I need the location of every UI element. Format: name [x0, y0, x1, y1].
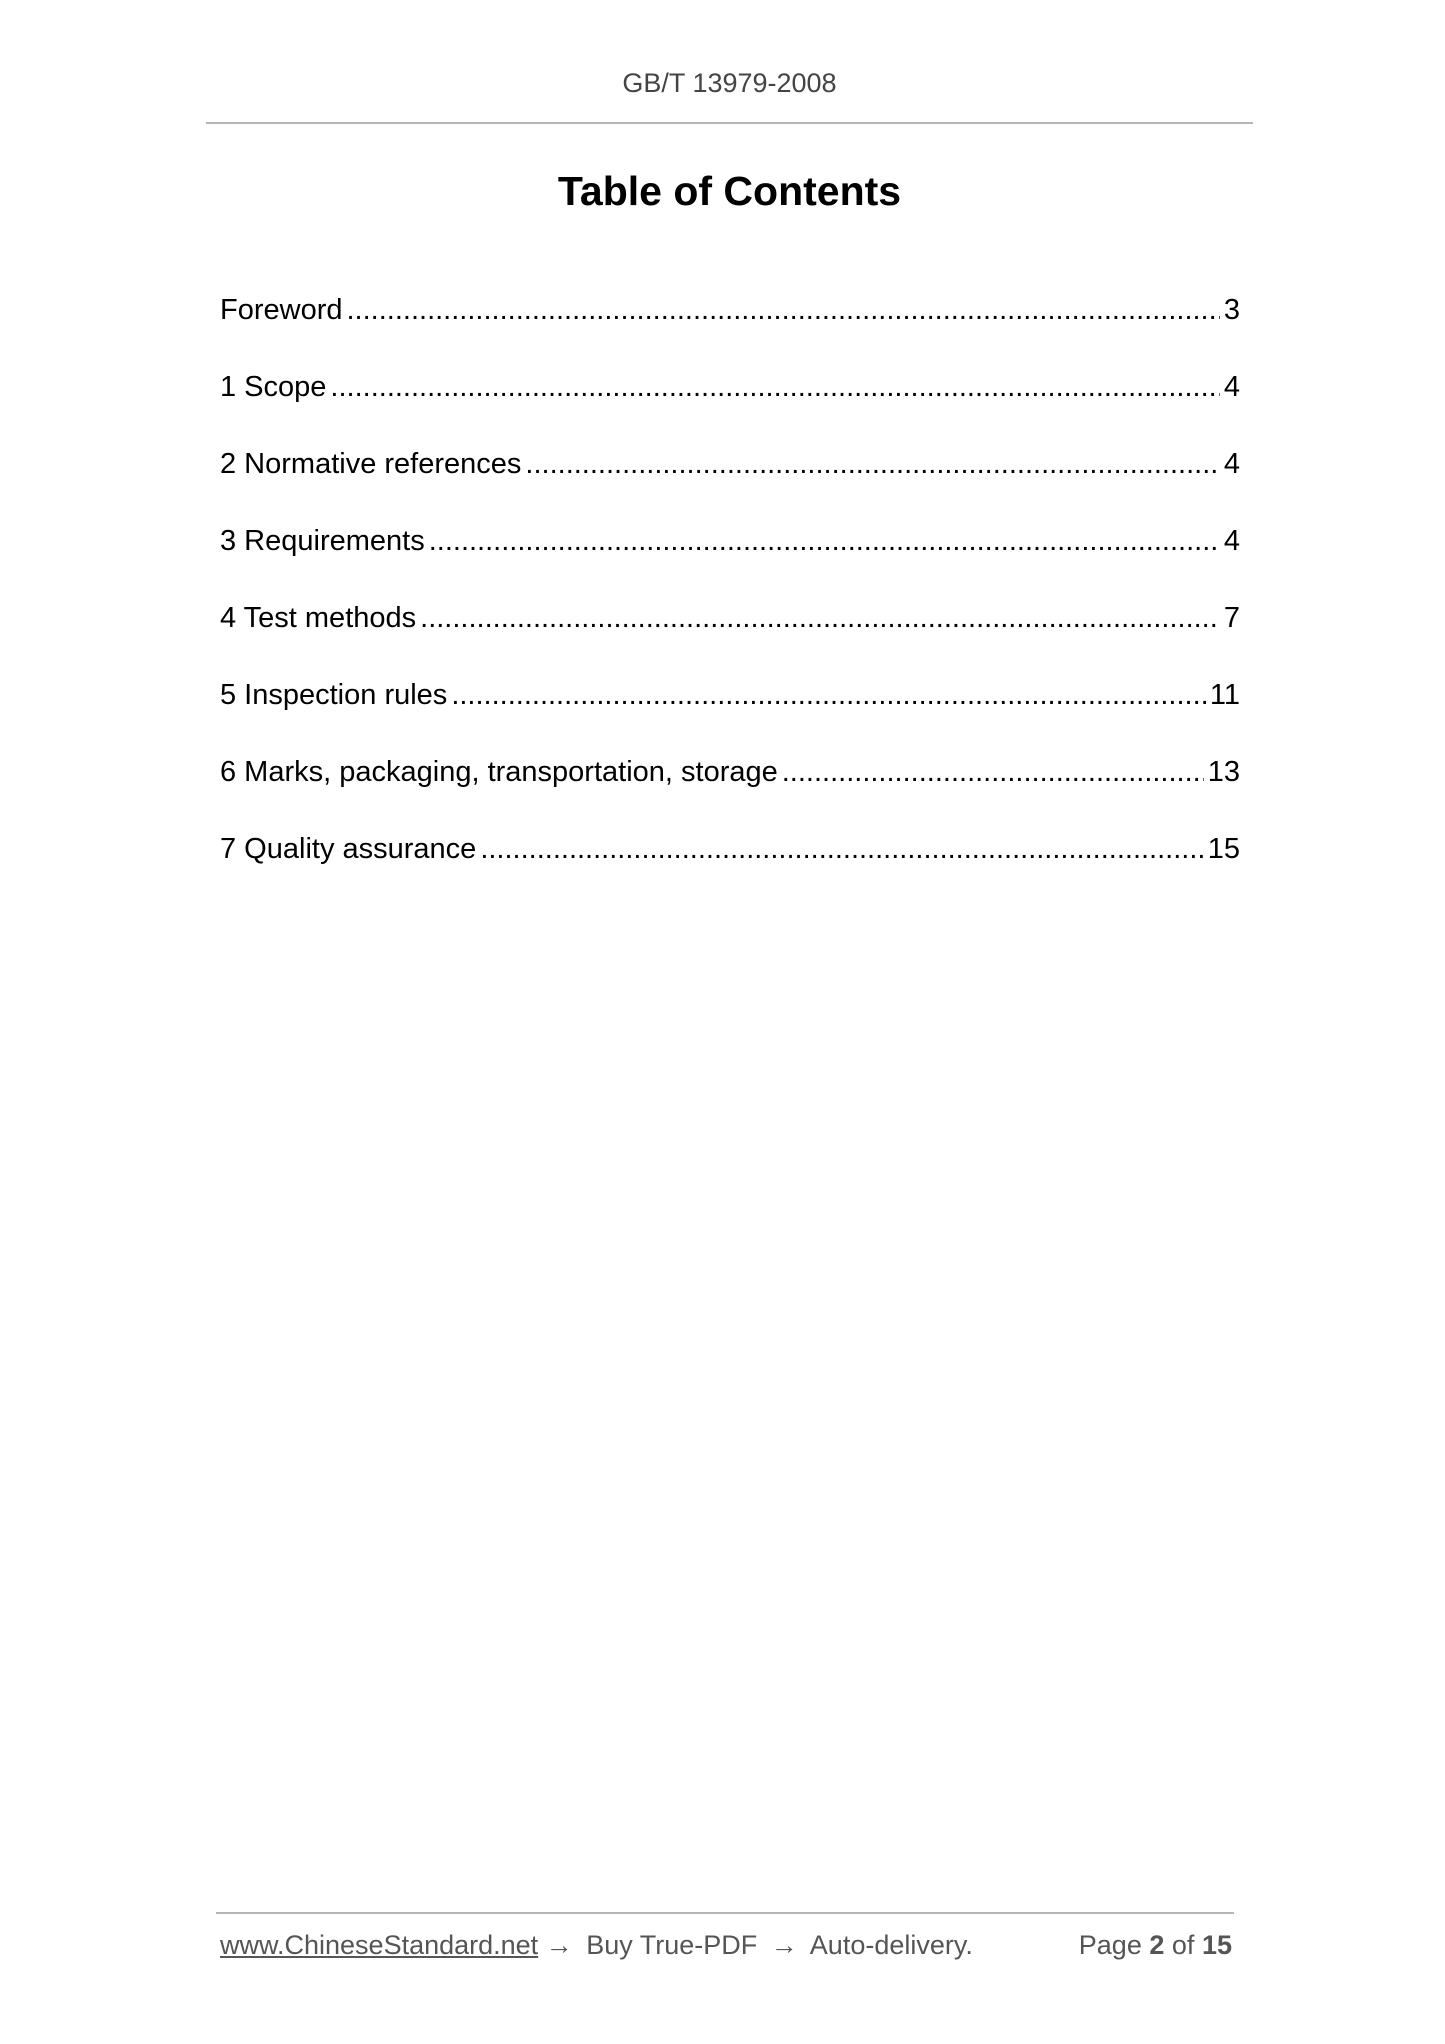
toc-entry-label: 7 Quality assurance: [220, 833, 477, 865]
toc-entry-test-methods[interactable]: [220, 596, 1240, 673]
page-header-doc-code: GB/T 13979-2008: [622, 68, 837, 98]
toc-entry-label: 2 Normative references: [220, 448, 522, 480]
toc-entry-label: 1 Scope: [220, 371, 327, 403]
toc-entry-page: 4: [1223, 448, 1240, 480]
footer-divider: [216, 1912, 1234, 1914]
page-word: Page: [1078, 1930, 1142, 1960]
toc-list: [220, 288, 1240, 904]
toc-entry-page: 13: [1207, 756, 1240, 788]
toc-entry-foreword[interactable]: [220, 288, 1240, 365]
arrow-icon: →: [545, 1930, 573, 1960]
page-total: 15: [1201, 1930, 1232, 1960]
toc-entry-page: 11: [1209, 679, 1240, 711]
page-current: 2: [1149, 1930, 1165, 1960]
site-link[interactable]: www.ChineseStandard.net: [220, 1930, 539, 1960]
toc-entry-scope[interactable]: [220, 365, 1240, 442]
toc-entry-label: 4 Test methods: [220, 602, 417, 634]
header-divider: [206, 122, 1253, 124]
arrow-icon: →: [770, 1930, 798, 1960]
toc-entry-inspection-rules[interactable]: [220, 673, 1240, 750]
toc-dot-leader: [330, 365, 1219, 409]
toc-entry-page: 15: [1207, 833, 1240, 865]
toc-dot-leader: [451, 673, 1206, 717]
footer-promo: [220, 1930, 979, 1961]
toc-entry-page: 7: [1223, 602, 1240, 634]
toc-entry-page: 4: [1223, 525, 1240, 557]
toc-dot-leader: [480, 827, 1203, 871]
toc-entry-label: 5 Inspection rules: [220, 679, 448, 711]
buy-text: Buy True-PDF: [586, 1930, 758, 1960]
toc-entry-page: 3: [1223, 294, 1240, 326]
of-word: of: [1171, 1930, 1195, 1960]
toc-entry-quality-assurance[interactable]: [220, 827, 1240, 904]
toc-dot-leader: [782, 750, 1204, 794]
toc-dot-leader: [347, 288, 1220, 332]
toc-entry-label: Foreword: [220, 294, 343, 326]
toc-dot-leader: [420, 596, 1220, 640]
page-counter: [1079, 1930, 1232, 1961]
page-footer: [220, 1930, 1232, 1961]
toc-entry-label: 6 Marks, packaging, transportation, storage: [220, 756, 778, 788]
toc-entry-requirements[interactable]: [220, 519, 1240, 596]
toc-entry-page: 4: [1223, 371, 1240, 403]
toc-dot-leader: [525, 442, 1219, 486]
toc-dot-leader: [429, 519, 1220, 563]
toc-title: Table of Contents: [557, 168, 902, 214]
toc-entry-label: 3 Requirements: [220, 525, 425, 557]
delivery-text: Auto-delivery.: [809, 1930, 973, 1960]
toc-entry-marks-packaging[interactable]: [220, 750, 1240, 827]
toc-entry-normative-references[interactable]: [220, 442, 1240, 519]
